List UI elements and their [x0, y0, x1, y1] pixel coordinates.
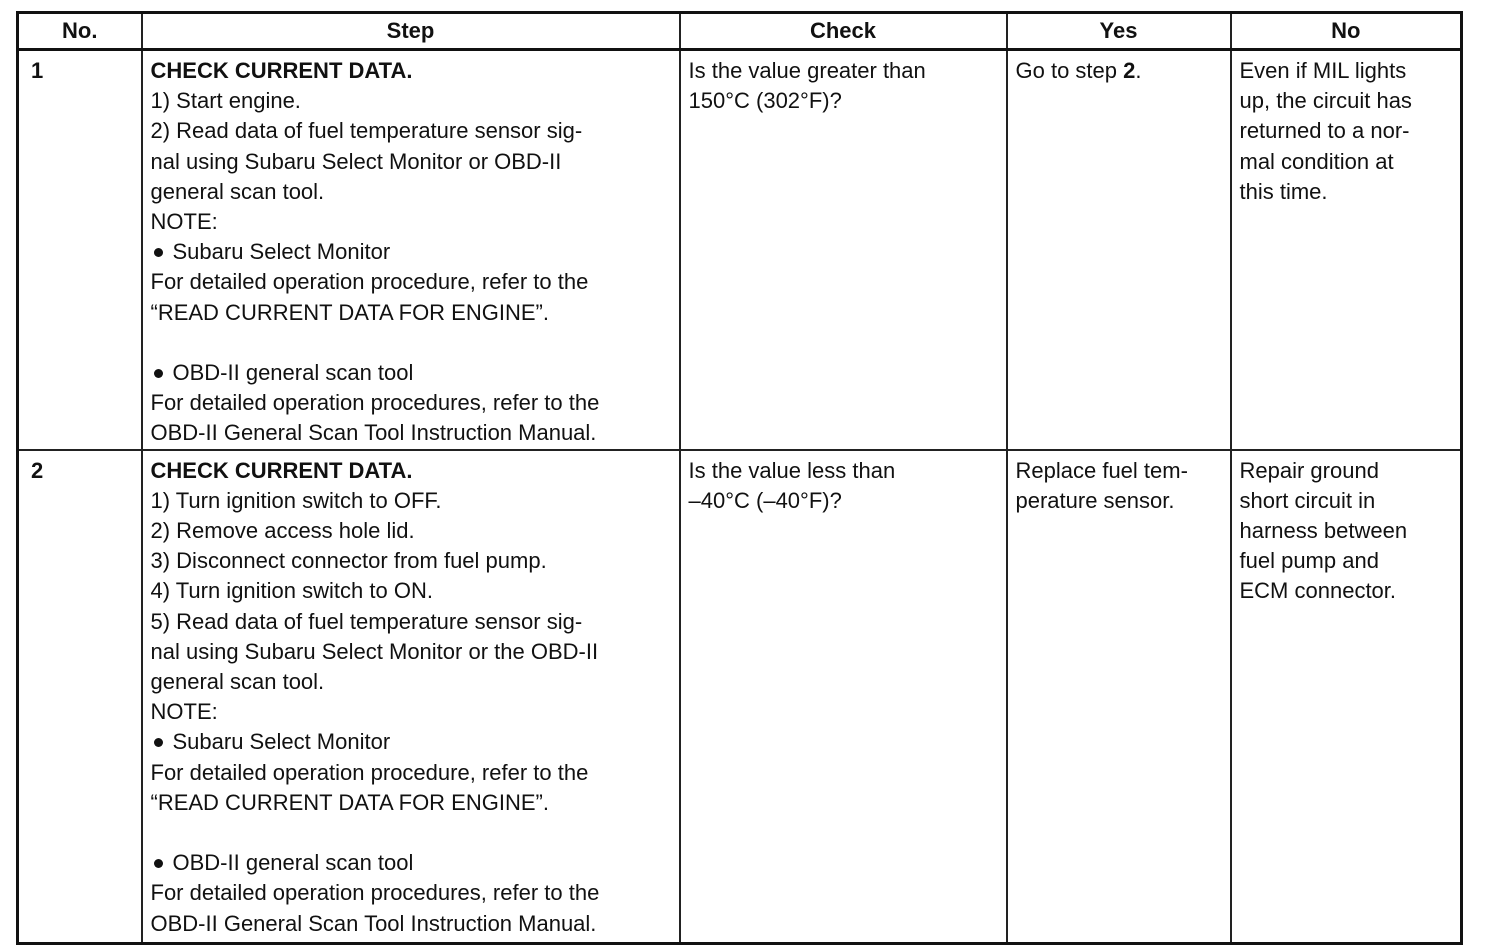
- step-line: For detailed operation procedure, refer to the: [150, 759, 589, 785]
- step-line: 1) Start engine.: [150, 88, 301, 114]
- step-line: For detailed operation procedure, refer to the: [150, 269, 589, 295]
- table-header-row: [18, 13, 1462, 50]
- check-line: –40°C (–40°F)?: [688, 487, 842, 513]
- check-line: Is the value less than: [688, 457, 896, 483]
- no-line: up, the circuit has: [1239, 88, 1412, 114]
- table-row: [18, 50, 1462, 450]
- check-cell: [680, 50, 1007, 450]
- step-line: For detailed operation procedures, refer to the: [150, 880, 600, 906]
- step-title: CHECK CURRENT DATA.: [150, 457, 413, 483]
- yes-step-number: 2: [1123, 58, 1136, 83]
- step-line: “READ CURRENT DATA FOR ENGINE”.: [150, 299, 549, 325]
- no-line: Repair ground: [1239, 457, 1379, 483]
- step-line: OBD-II General Scan Tool Instruction Manual.: [150, 420, 597, 446]
- step-line: nal using Subaru Select Monitor or OBD-II: [150, 148, 562, 174]
- bullet-item: OBD-II general scan tool: [151, 358, 671, 388]
- header-yes: Yes: [1007, 13, 1231, 50]
- yes-cell: [1007, 50, 1231, 450]
- no-line: Even if MIL lights: [1239, 58, 1407, 83]
- step-cell: [142, 50, 680, 450]
- header-no-result: No: [1231, 13, 1462, 50]
- no-line: this time.: [1239, 178, 1328, 204]
- step-line: nal using Subaru Select Monitor or the OBD-II: [150, 638, 599, 664]
- yes-suffix: .: [1135, 58, 1142, 83]
- bullet-item: OBD-II general scan tool: [151, 848, 671, 878]
- no-cell: [1231, 50, 1462, 450]
- note-label: NOTE:: [150, 699, 218, 725]
- step-cell: [142, 450, 680, 944]
- no-line: ECM connector.: [1239, 578, 1397, 604]
- step-line: 3) Disconnect connector from fuel pump.: [150, 548, 547, 574]
- step-line: 1) Turn ignition switch to OFF.: [150, 487, 442, 513]
- diagnostic-procedure-table: [16, 11, 1463, 945]
- step-line: “READ CURRENT DATA FOR ENGINE”.: [150, 789, 549, 815]
- no-line: fuel pump and: [1239, 548, 1379, 574]
- diagnostic-table-container: [16, 11, 1463, 945]
- step-line: general scan tool.: [150, 669, 325, 695]
- table-row: [18, 450, 1462, 944]
- check-line: Is the value greater than: [688, 58, 926, 83]
- no-line: mal condition at: [1239, 148, 1394, 174]
- note-label: NOTE:: [150, 209, 218, 235]
- header-check: Check: [680, 13, 1007, 50]
- spacer: [151, 328, 671, 358]
- yes-line: [1016, 56, 1222, 86]
- step-line: general scan tool.: [150, 178, 325, 204]
- step-line: OBD-II General Scan Tool Instruction Manual.: [150, 910, 597, 936]
- header-no: No.: [18, 13, 142, 50]
- yes-cell: [1007, 450, 1231, 944]
- step-line: 2) Remove access hole lid.: [150, 518, 415, 544]
- bullet-item: Subaru Select Monitor: [151, 727, 671, 757]
- step-line: 5) Read data of fuel temperature sensor sig-: [150, 608, 583, 634]
- check-cell: [680, 450, 1007, 944]
- step-line: For detailed operation procedures, refer to the: [150, 390, 600, 416]
- step-line: 2) Read data of fuel temperature sensor sig-: [150, 118, 583, 144]
- no-line: returned to a nor-: [1239, 118, 1410, 144]
- step-line: 4) Turn ignition switch to ON.: [150, 578, 433, 604]
- step-title: CHECK CURRENT DATA.: [150, 58, 413, 83]
- check-line: 150°C (302°F)?: [688, 88, 842, 114]
- yes-line: perature sensor.: [1015, 487, 1175, 513]
- step-number: 1: [18, 50, 142, 450]
- bullet-item: Subaru Select Monitor: [151, 237, 671, 267]
- no-cell: [1231, 450, 1462, 944]
- no-line: harness between: [1239, 518, 1408, 544]
- no-line: short circuit in: [1239, 487, 1376, 513]
- header-step: Step: [142, 13, 680, 50]
- yes-line: Replace fuel tem-: [1015, 457, 1188, 483]
- step-number: 2: [18, 450, 142, 944]
- spacer: [151, 818, 671, 848]
- yes-prefix: Go to step: [1015, 58, 1124, 83]
